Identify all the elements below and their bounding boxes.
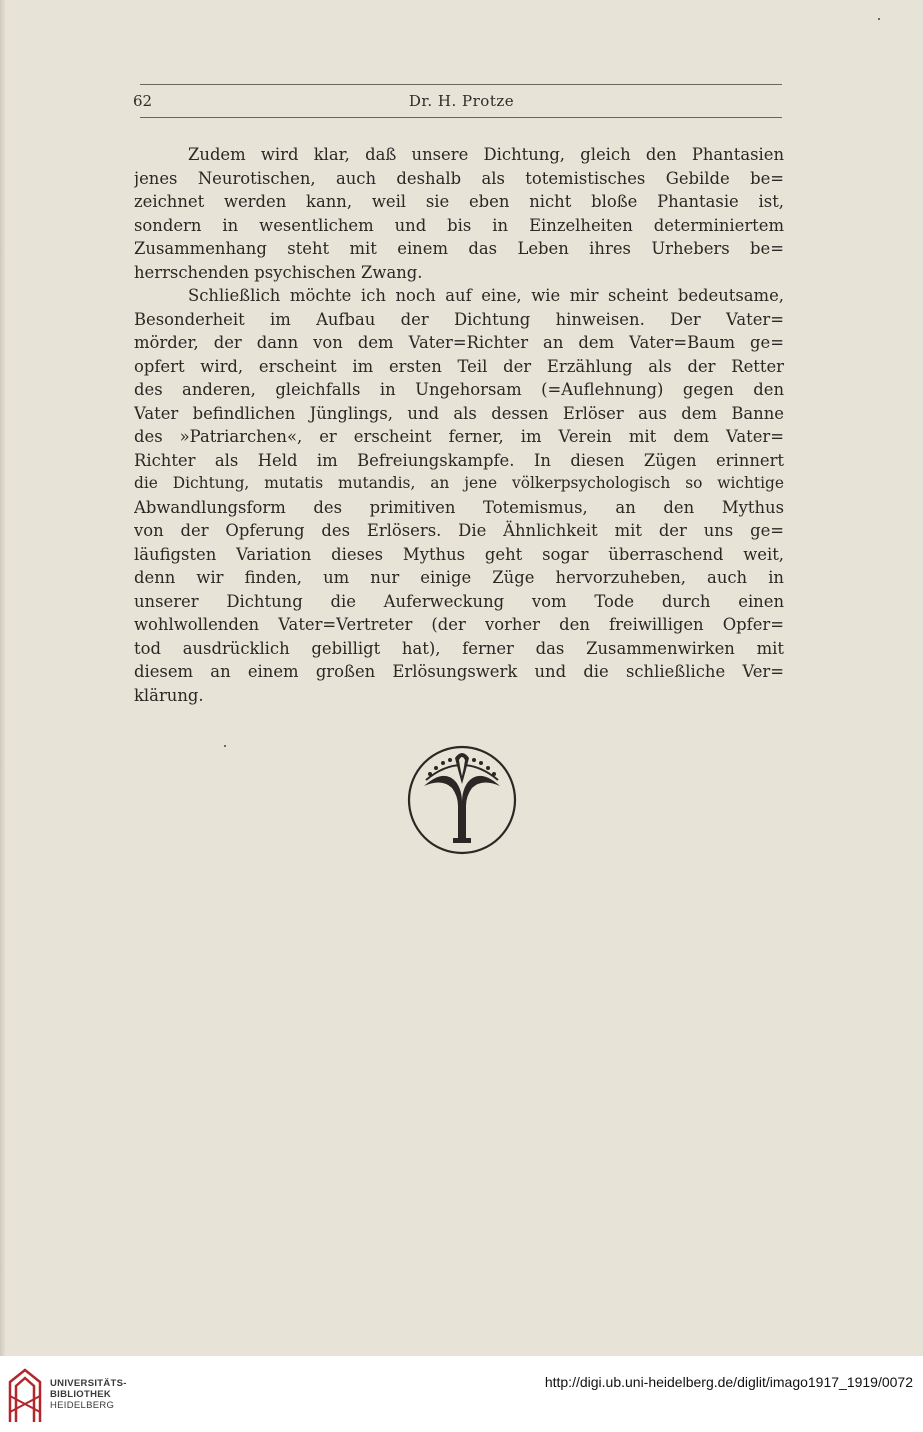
text-line: Besonderheit im Aufbau der Dichtung hinweisen. Der Vater= [134,309,784,329]
body-text [134,143,784,707]
library-logo-text[interactable] [50,1378,127,1411]
library-line-2: BIBLIOTHEK [50,1389,112,1400]
text-line: Zudem wird klar, daß unsere Dichtung, gleich den Phantasien [188,145,784,164]
dust-speck [224,745,226,747]
text-line: opfert wird, erscheint im ersten Teil der Erzählung als der Retter [134,356,784,376]
text-line: diesem an einem großen Erlösungswerk und die schließliche Ver= [134,662,784,681]
text-line: die Dichtung, mutatis mutandis, an jene völkerpsychologisch so wichtige [134,474,784,492]
round-vignette-ornament-icon [404,744,520,856]
page-edge-shadow [0,0,6,1356]
running-head: Dr. H. Protze [408,92,515,110]
text-line: Vater befindlichen Jünglings, und als dessen Erlöser aus dem Banne [134,403,784,423]
text-line: zeichnet werden kann, weil sie eben nicht bloße Phantasie ist, [134,192,784,211]
viewer-footer [0,1356,923,1432]
text-line: läufigsten Variation dieses Mythus geht sogar überraschend weit, [134,544,784,564]
source-url-link[interactable]: http://digi.ub.uni-heidelberg.de/diglit/imago1917_1919/0072 [544,1374,913,1390]
text-line: unserer Dichtung die Auferweckung vom Tode durch einen [134,591,784,611]
paragraph-1 [134,143,784,284]
library-line-1: UNIVERSITÄTS- [50,1378,127,1389]
paragraph-2 [134,284,784,707]
text-line: klärung. [134,685,204,705]
text-line: jenes Neurotischen, auch deshalb als totemistisches Gebilde be= [134,168,784,188]
text-line: Richter als Held im Befreiungskampfe. In diesen Zügen erinnert [134,450,784,470]
dust-speck [878,18,880,20]
text-line: des »Patriarchen«, er erscheint ferner, im Verein mit dem Vater= [134,427,784,446]
text-line: sondern in wesentlichem und bis in Einzelheiten determiniertem [134,215,784,235]
text-line: herrschenden psychischen Zwang. [134,262,423,282]
header-rule-top [140,84,782,85]
text-line: Abwandlungsform des primitiven Totemismus, an den Mythus [134,497,784,517]
page-number: 62 [133,92,153,110]
text-line: Zusammenhang steht mit einem das Leben ihres Urhebers be= [134,239,784,258]
heidelberg-library-logo-icon[interactable] [8,1366,42,1424]
header-rule-bottom [140,117,782,118]
text-line: denn wir finden, um nur einige Züge hervorzuheben, auch in [134,568,784,587]
library-line-3: HEIDELBERG [50,1400,115,1411]
text-line: von der Opferung des Erlösers. Die Ähnlichkeit mit der uns ge= [134,521,784,540]
text-line: wohlwollenden Vater=Vertreter (der vorher den freiwilligen Opfer= [134,615,784,634]
text-line: Schließlich möchte ich noch auf eine, wie mir scheint bedeutsame, [188,286,784,305]
text-line: tod ausdrücklich gebilligt hat), ferner das Zusammenwirken mit [134,638,784,658]
text-line: mörder, der dann von dem Vater=Richter an dem Vater=Baum ge= [134,333,784,352]
text-line: des anderen, gleichfalls in Ungehorsam (=Auflehnung) gegen den [134,380,784,399]
